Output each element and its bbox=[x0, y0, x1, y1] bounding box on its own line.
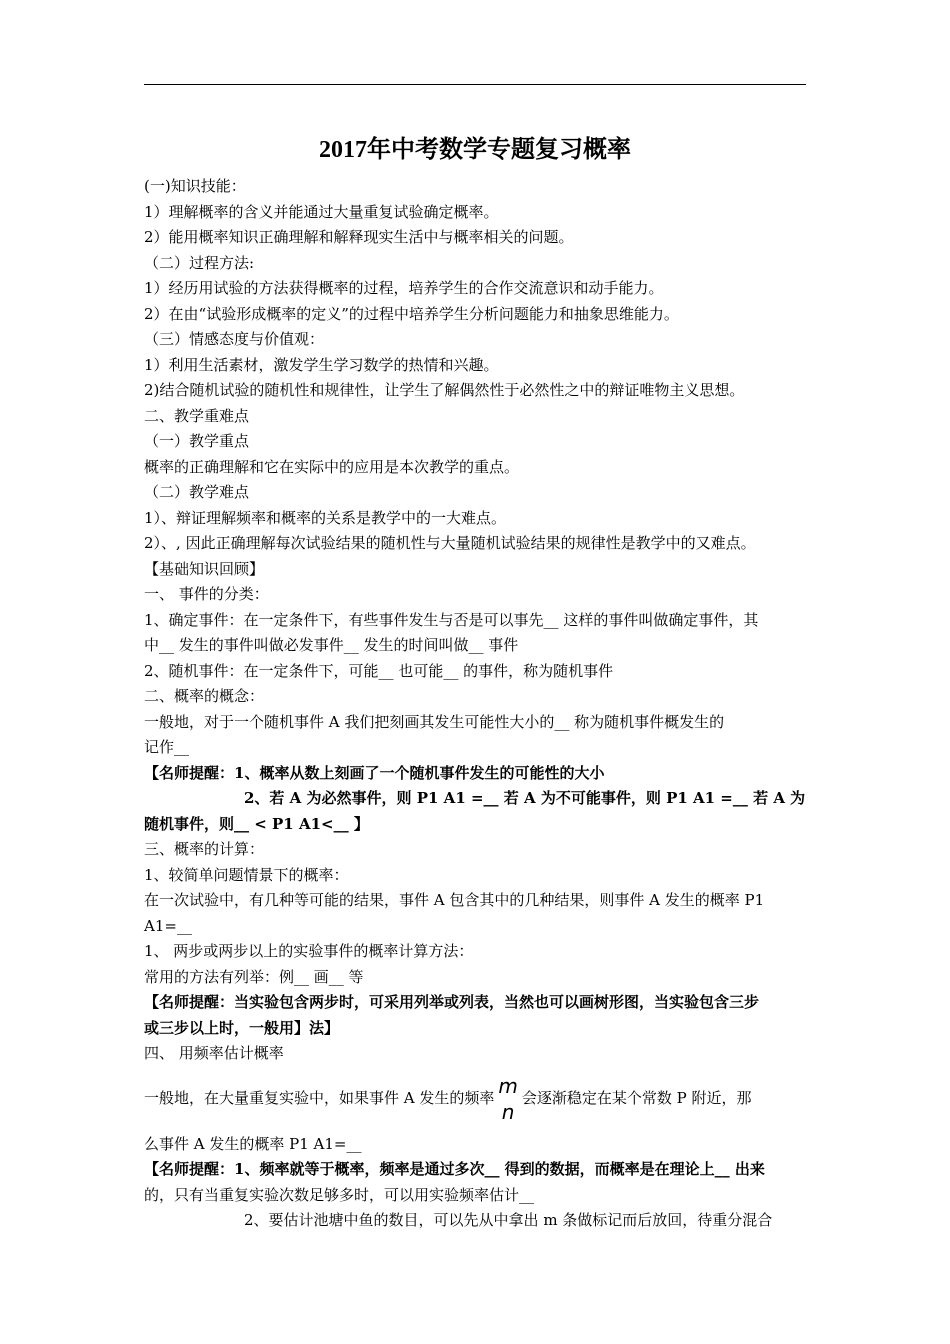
text-line: 中__ 发生的事件叫做必发事件__ 发生的时间叫做__ 事件 bbox=[144, 636, 519, 654]
text-line: 2、要估计池塘中鱼的数目，可以先从中拿出 m 条做标记而后放回，待重分混合 bbox=[244, 1211, 773, 1229]
text-line: 2）能用概率知识正确理解和解释现实生活中与概率相关的问题。 bbox=[144, 228, 574, 246]
text-line: 1、较简单问题情景下的概率： bbox=[144, 865, 349, 884]
tip-line: 【名师提醒：1、概率从数上刻画了一个随机事件发生的可能性的大小 bbox=[144, 763, 605, 782]
text-line: 的，只有当重复实验次数足够多时，可以用实验频率估计__ bbox=[144, 1185, 535, 1204]
freq-text-after: 会逐渐稳定在某个常数 P 附近，那 bbox=[521, 1089, 752, 1108]
text-line: 1）利用生活素材，激发学生学习数学的热情和兴趣。 bbox=[144, 355, 499, 374]
text-line: 【基础知识回顾】 bbox=[144, 559, 265, 578]
text-line: 么事件 A 发生的概率 P1 A1=__ bbox=[144, 1134, 362, 1153]
page-title: 2017年中考数学专题复习概率 bbox=[319, 137, 631, 163]
text-line: （二）过程方法: bbox=[144, 253, 255, 272]
text-line: 1）理解概率的含义并能通过大量重复试验确定概率。 bbox=[144, 202, 499, 221]
text-line: （二）教学难点 bbox=[144, 483, 250, 501]
frequency-line bbox=[144, 1067, 808, 1132]
tip-bold-text: 【名师提醒：1、频率就等于概率，频率是通过多次__ 得到的数据，而概率是在理论上__ 出来 bbox=[144, 1160, 765, 1178]
text-line: 1）经历用试验的方法获得概率的过程，培养学生的合作交流意识和动手能力。 bbox=[144, 279, 664, 297]
fraction-numerator: m bbox=[498, 1074, 518, 1098]
text-line: 2）、, 因此正确理解每次试验结果的随机性与大量随机试验结果的规律性是教学中的又难点。 bbox=[144, 534, 756, 552]
fraction-denominator: n bbox=[501, 1100, 515, 1124]
text-line: （三）情感态度与价值观： bbox=[144, 330, 325, 348]
text-line: （一）教学重点 bbox=[144, 432, 250, 450]
text-line: (一)知识技能： bbox=[144, 177, 246, 195]
text-line: 概率的正确理解和它在实际中的应用是本次教学的重点。 bbox=[144, 457, 520, 476]
text-line: 四、 用频率估计概率 bbox=[144, 1044, 284, 1062]
text-line: 二、教学重难点 bbox=[144, 406, 250, 425]
text-line: 1、 两步或两步以上的实验事件的概率计算方法： bbox=[144, 942, 474, 960]
text-line: 常用的方法有列举：例__ 画__ 等 bbox=[144, 967, 364, 986]
text-line: 1）、辩证理解频率和概率的关系是教学中的一大难点。 bbox=[144, 508, 507, 527]
text-line: 三、概率的计算： bbox=[144, 840, 265, 858]
tip-line bbox=[144, 1157, 808, 1183]
text-line: 一、 事件的分类： bbox=[144, 585, 269, 603]
text-line: 在一次试验中，有几种等可能的结果，事件 A 包含其中的几种结果，则事件 A 发生的概率 P1 bbox=[144, 891, 765, 909]
tip-line: 或三步以上时，一般用】法】 bbox=[144, 1018, 340, 1037]
fraction-m-over-n bbox=[498, 1073, 517, 1125]
freq-text-before: 一般地，在大量重复实验中，如果事件 A 发生的频率 bbox=[144, 1089, 495, 1108]
tip-line: 【名师提醒：当实验包含两步时，可采用列举或列表，当然也可以画树形图，当实验包含三步 bbox=[144, 993, 760, 1011]
text-line: 2、随机事件：在一定条件下，可能__ 也可能__ 的事件，称为随机事件 bbox=[144, 661, 614, 680]
tip-line: 2、若 A 为必然事件，则 P1 A1 =__ 若 A 为不可能事件，则 P1 A1 =__ 若 A 为 bbox=[244, 789, 806, 807]
text-line: 2)结合随机试验的随机性和规律性，让学生了解偶然性于必然性之中的辩证唯物主义思想。 bbox=[144, 381, 745, 399]
text-line: 二、概率的概念： bbox=[144, 687, 265, 705]
header-rule bbox=[144, 84, 806, 85]
text-line: 2）在由“试验形成概率的定义”的过程中培养学生分析问题能力和抽象思维能力。 bbox=[144, 304, 679, 323]
tip-line: 随机事件，则__ < P1 A1<__ 】 bbox=[144, 814, 369, 833]
text-line: 一般地，对于一个随机事件 A 我们把刻画其发生可能性大小的__ 称为随机事件概发生的 bbox=[144, 712, 725, 731]
document-body bbox=[144, 174, 808, 1234]
text-line: 1、确定事件：在一定条件下，有些事件发生与否是可以事先__ 这样的事件叫做确定事件，其 bbox=[144, 610, 759, 629]
text-line: A1=__ bbox=[144, 916, 192, 935]
text-line: 记作__ bbox=[144, 738, 190, 756]
